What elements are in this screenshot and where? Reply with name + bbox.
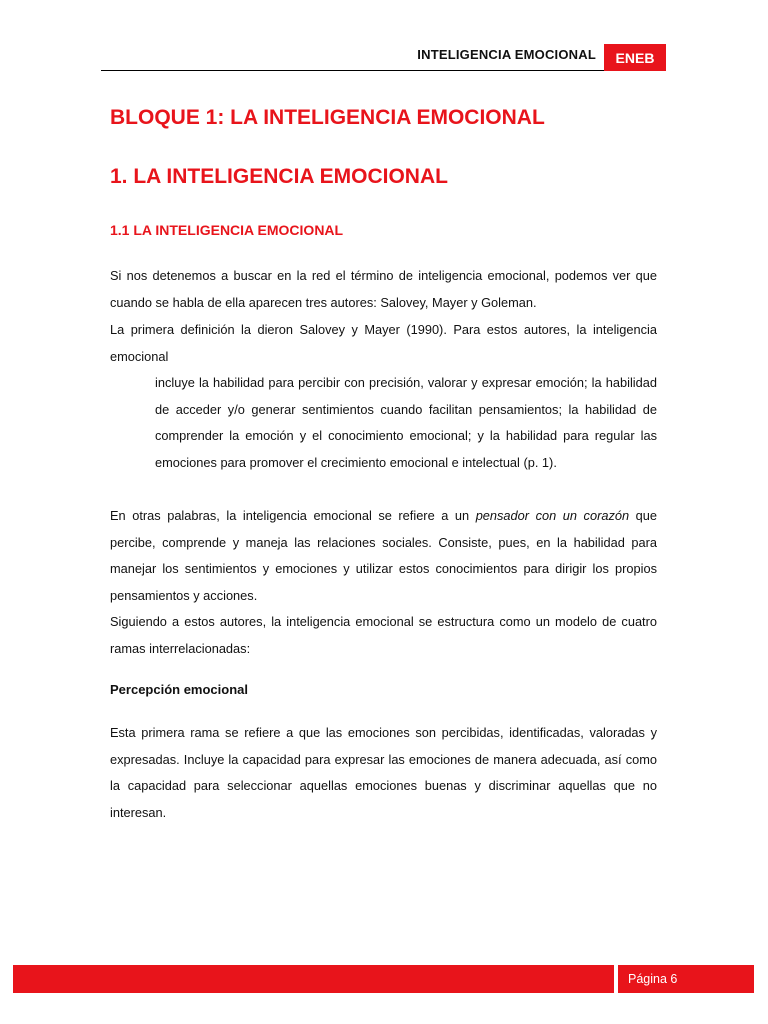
paragraph-other-words — [110, 503, 657, 609]
header-divider — [101, 70, 604, 71]
subsection-heading: 1.1 LA INTELIGENCIA EMOCIONAL — [110, 222, 344, 238]
header-title: INTELIGENCIA EMOCIONAL — [417, 47, 596, 62]
italic-phrase: pensador con un corazón — [475, 508, 630, 523]
paragraph-model: Siguiendo a estos autores, la inteligencia emocional se estructura como un modelo de cuatro ramas interrelacionadas: — [110, 614, 657, 656]
paragraph-other-words-end: que percibe, comprende y maneja las relaciones sociales. Consiste, pues, en la habilidad para manejar los sentimientos y emociones y utilizar estos conocimientos para dirigir los propios pensamientos y acciones. — [110, 508, 657, 603]
page-number: Página 6 — [618, 965, 754, 993]
paragraph-percepcion: Esta primera rama se refiere a que las emociones son percibidas, identificadas, valoradas y expresadas. Incluye la capacidad para expresar las emociones de manera adecuada, así como la capacidad para seleccionar aquellas emociones buenas y discriminar aquellas que no interesan. — [110, 725, 657, 820]
block-quote: incluye la habilidad para percibir con precisión, valorar y expresar emoción; la habilidad de acceder y/o generar sentimientos cuando facilitan pensamientos; la habilidad de comprender la emoción y el conocimiento emocional; y la habilidad para regular las emociones para promover el crecimiento emocional e intelectual (p. 1). — [155, 375, 657, 470]
paragraph-other-words-start: En otras palabras, la inteligencia emocional se refiere a un — [110, 508, 476, 523]
eneb-logo: ENEB — [604, 44, 666, 71]
block-heading: BLOQUE 1: LA INTELIGENCIA EMOCIONAL — [110, 106, 545, 129]
subheading-percepcion: Percepción emocional — [110, 682, 248, 697]
paragraph-intro: Si nos detenemos a buscar en la red el término de inteligencia emocional, podemos ver que cuando se habla de ella aparecen tres autores: Salovey, Mayer y Goleman. — [110, 268, 657, 310]
footer-bar — [13, 965, 614, 993]
section-heading: 1. LA INTELIGENCIA EMOCIONAL — [110, 165, 448, 188]
paragraph-definition: La primera definición la dieron Salovey y Mayer (1990). Para estos autores, la inteligencia emocional — [110, 322, 657, 364]
